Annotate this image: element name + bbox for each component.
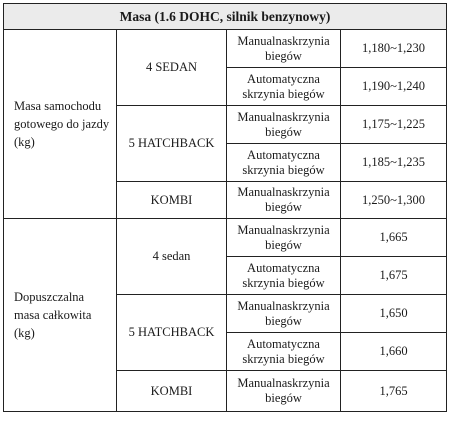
body-type-label: 5 HATCHBACK (117, 106, 227, 182)
gearbox-label: Manualnaskrzynia biegów (227, 30, 341, 68)
gearbox-label: Manualnaskrzynia biegów (227, 295, 341, 333)
mass-value: 1,180~1,230 (341, 30, 447, 68)
mass-spec-table (3, 3, 447, 412)
mass-value: 1,650 (341, 295, 447, 333)
mass-value: 1,675 (341, 257, 447, 295)
body-type-label: KOMBI (117, 371, 227, 412)
gearbox-label: Manualnaskrzynia biegów (227, 219, 341, 257)
gearbox-label: Manualnaskrzynia biegów (227, 371, 341, 412)
gearbox-label: Automatyczna skrzynia biegów (227, 68, 341, 106)
gearbox-label: Manualnaskrzynia biegów (227, 106, 341, 144)
gearbox-label: Manualnaskrzynia biegów (227, 182, 341, 219)
body-type-label: 4 SEDAN (117, 30, 227, 106)
body-type-label: 4 sedan (117, 219, 227, 295)
mass-value: 1,665 (341, 219, 447, 257)
table-row (4, 30, 447, 68)
gearbox-label: Automatyczna skrzynia biegów (227, 144, 341, 182)
group-label-curb-weight: Masa samochodu gotowego do jazdy (kg) (4, 30, 117, 219)
body-type-label: KOMBI (117, 182, 227, 219)
mass-value: 1,175~1,225 (341, 106, 447, 144)
body-type-label: 5 HATCHBACK (117, 295, 227, 371)
table-row (4, 219, 447, 257)
gearbox-label: Automatyczna skrzynia biegów (227, 257, 341, 295)
mass-value: 1,185~1,235 (341, 144, 447, 182)
table-title: Masa (1.6 DOHC, silnik benzynowy) (4, 4, 447, 30)
group-label-gross-weight: Dopuszczalna masa całkowita (kg) (4, 219, 117, 412)
mass-value: 1,190~1,240 (341, 68, 447, 106)
mass-value: 1,660 (341, 333, 447, 371)
mass-value: 1,250~1,300 (341, 182, 447, 219)
gearbox-label: Automatyczna skrzynia biegów (227, 333, 341, 371)
mass-value: 1,765 (341, 371, 447, 412)
